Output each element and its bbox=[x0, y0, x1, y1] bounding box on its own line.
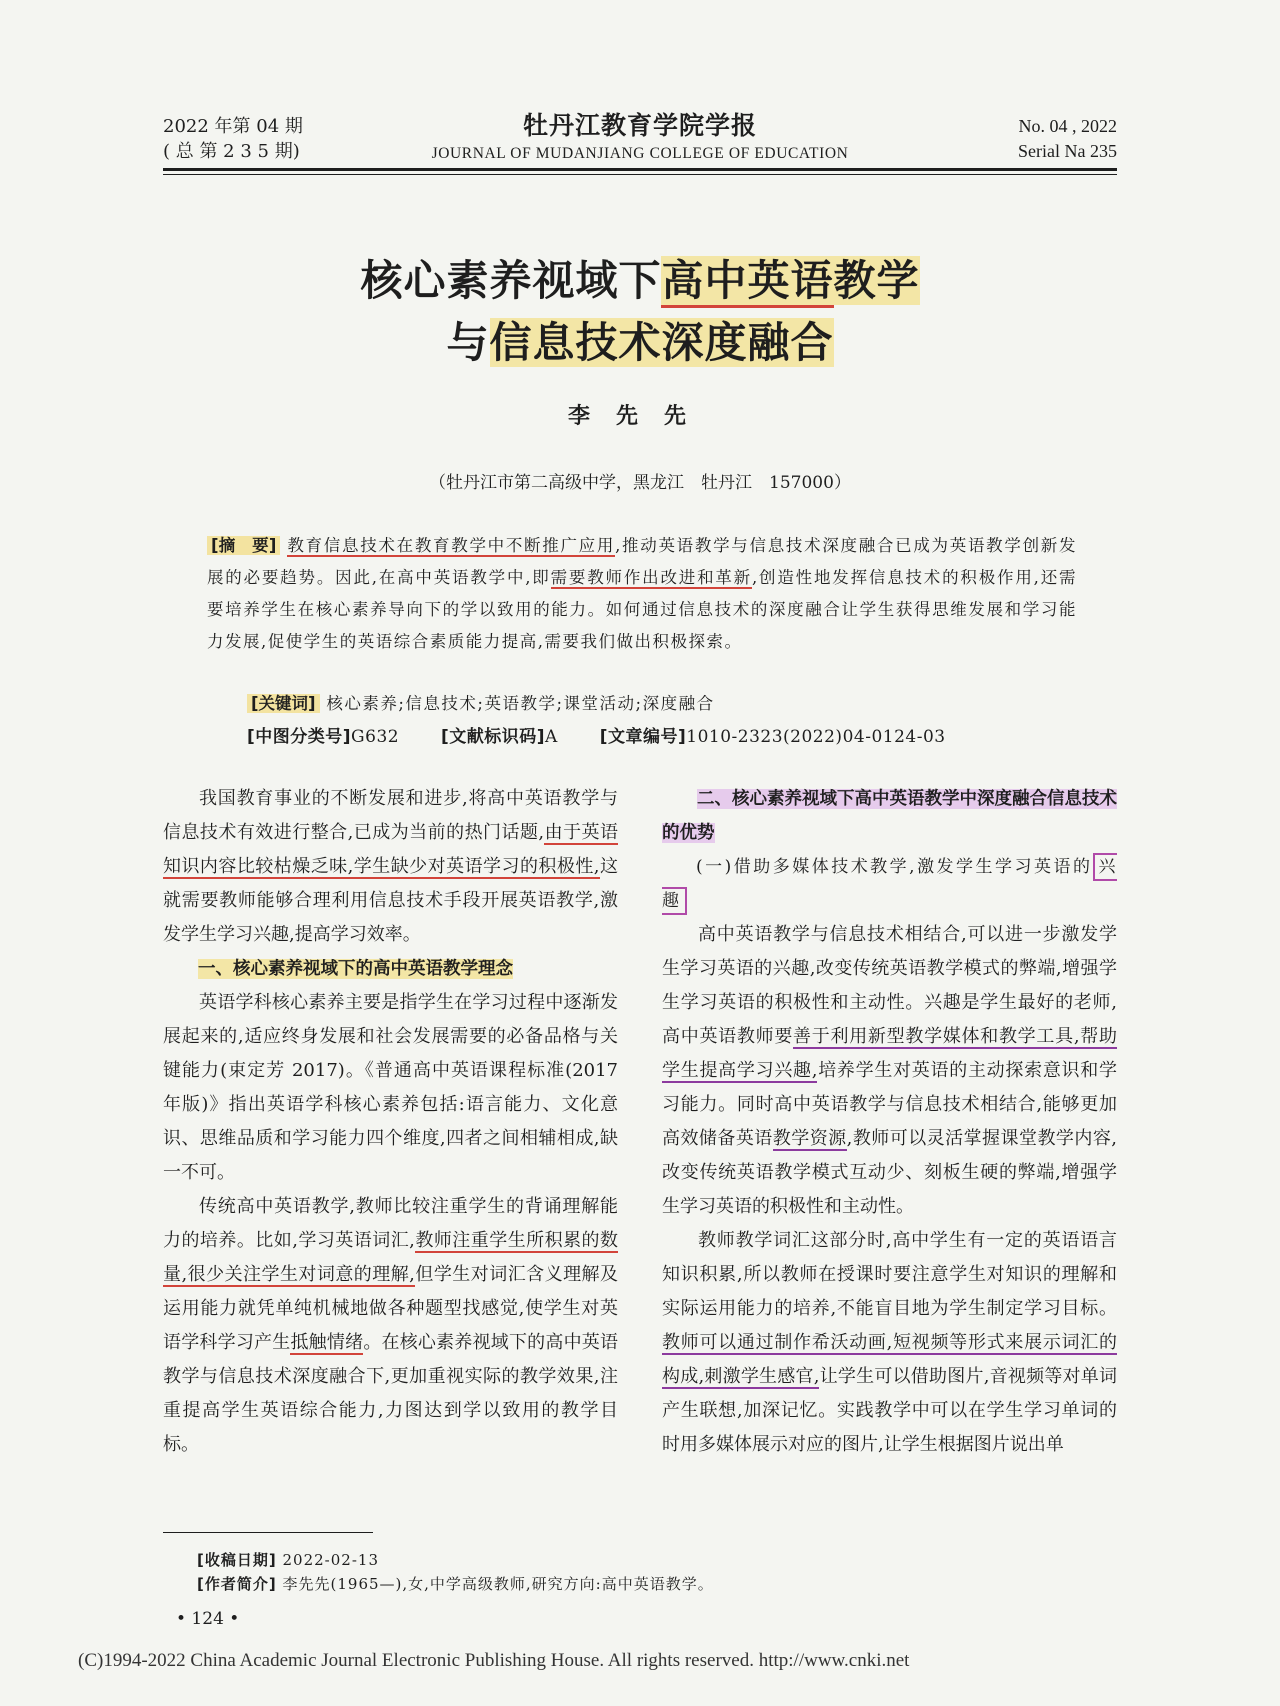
issue-number: 2022 年第 04 期 bbox=[163, 116, 303, 137]
underlined-text: 抵触情绪 bbox=[290, 1332, 364, 1353]
header-rule-thin bbox=[163, 174, 1117, 175]
footnote-rule bbox=[163, 1532, 373, 1533]
text: 。在核心素养视域下的高中英语教学与信息技术深度融合下,更加重视实际的教学效果,注重提高学生英语综合能力,力图达到学以致用的教学目标。 bbox=[163, 1332, 619, 1455]
paragraph bbox=[662, 918, 1117, 1224]
abstract bbox=[207, 530, 1077, 658]
received-date bbox=[197, 1549, 379, 1570]
abstract-underlined: 教育信息技术在教育教学中不断推广应用 bbox=[287, 536, 616, 555]
total-issue: ( 总 第 2 3 5 期) bbox=[163, 141, 300, 162]
right-column bbox=[662, 782, 1117, 1462]
clc-label: [中图分类号] bbox=[247, 727, 352, 747]
underlined-text: 教学资源 bbox=[772, 1128, 847, 1149]
text: 让学生可以借助图片,音视频等对单词产生联想,加深记忆。实践教学中可以在学生学习单词的时用多媒体展示对应的图片,让学生根据图片说出单 bbox=[662, 1366, 1117, 1455]
subsection-heading bbox=[662, 850, 1117, 918]
journal-name-en: JOURNAL OF MUDANJIANG COLLEGE OF EDUCATION bbox=[431, 145, 849, 162]
keywords bbox=[247, 690, 715, 714]
keywords-text: 核心素养;信息技术;英语教学;课堂活动;深度融合 bbox=[326, 694, 715, 713]
title-highlight: 信息技术深度融合 bbox=[489, 318, 834, 367]
paragraph bbox=[163, 782, 618, 952]
issue-info bbox=[163, 114, 303, 164]
paragraph: 英语学科核心素养主要是指学生在学习过程中逐渐发展起来的,适应终身发展和社会发展需要的必备品格与关键能力(束定芳 2017)。《普通高中英语课程标准(2017 年版)》指出英语学科核心素养包括:语言能力、文化意识、思维品质和学习能力四个维度,四者之间相辅相成,缺一不可。 bbox=[163, 992, 618, 1183]
text: 这就需要教师能够合理利用信息技术手段开展英语教学,激发学生学习兴趣,提高学习效率。 bbox=[163, 856, 618, 945]
text: (一)借助多媒体技术教学,激发学生学习英语的 bbox=[696, 857, 1093, 877]
section-heading-2 bbox=[662, 782, 1117, 850]
text: 但学生对词汇含义理解及运用能力就凭单纯机械地做各种题型找感觉,使学生对英语学科学习产生 bbox=[163, 1264, 619, 1353]
title-highlight: 高中英语 bbox=[661, 256, 833, 308]
clc-value: G632 bbox=[351, 727, 400, 747]
article-label: [文章编号] bbox=[599, 727, 687, 747]
issue-no: No. 04 , 2022 bbox=[1018, 116, 1117, 136]
underlined-text: 由于英语知识内容比较枯燥乏味,学生缺少对英语学习的积极性, bbox=[163, 822, 618, 877]
text: 培养学生对英语的主动探索意识和学习能力。同时高中英语教学与信息技术相结合,能够更加高效储备英语 bbox=[662, 1060, 1117, 1149]
author-name: 李先先 bbox=[567, 403, 712, 429]
author-bio bbox=[197, 1573, 714, 1594]
header-rule-thick bbox=[163, 168, 1117, 171]
author-bio-value: 李先先(1965—),女,中学高级教师,研究方向:高中英语教学。 bbox=[282, 1575, 714, 1593]
affiliation: （牡丹江市第二高级中学，黑龙江 牡丹江 157000） bbox=[429, 473, 851, 493]
doc-label: [文献标识码] bbox=[440, 727, 546, 747]
heading-text: 一、核心素养视域下的高中英语教学理念 bbox=[198, 959, 513, 979]
underlined-text: 善于利用新型教学媒体和教学工具,帮助学生提高学习兴趣, bbox=[662, 1026, 1117, 1081]
text: 我国教育事业的不断发展和进步,将高中英语教学与信息技术有效进行整合,已成为当前的热门话题, bbox=[163, 788, 618, 843]
section-heading-1 bbox=[163, 952, 618, 986]
received-label: [收稿日期] bbox=[197, 1551, 277, 1569]
boxed-text: 兴趣 bbox=[662, 853, 1117, 915]
author-bio-label: [作者简介] bbox=[197, 1575, 277, 1593]
classification bbox=[247, 722, 946, 747]
paper-title-line1 bbox=[163, 248, 1117, 308]
title-highlight: 教学 bbox=[833, 256, 920, 305]
abstract-text: ,创造性地发挥信息技术的积极作用,还需要培养学生在核心素养导向下的学以致用的能力。如何通过信息技术的深度融合让学生获得思维发展和学习能力发展,促使学生的英语综合素质能力提高,需要我们做出积极探索。 bbox=[207, 568, 1077, 651]
doc-value: A bbox=[545, 727, 558, 747]
abstract-underlined: 需要教师作出改进和革新 bbox=[550, 568, 752, 587]
paper-title-line2 bbox=[163, 310, 1117, 370]
journal-name bbox=[360, 106, 920, 163]
title-part: 核心素养视域下 bbox=[360, 256, 662, 305]
underlined-text: 教师注重学生所积累的数量,很少关注学生对词意的理解, bbox=[163, 1230, 619, 1285]
title-part: 与 bbox=[446, 318, 490, 367]
copyright-notice: (C)1994-2022 China Academic Journal Electronic Publishing House. All rights reserved. http://www.cnki.net bbox=[78, 1650, 910, 1671]
keywords-label: [关键词] bbox=[247, 694, 320, 713]
article-value: 1010-2323(2022)04-0124-03 bbox=[686, 727, 946, 747]
heading-text: 二、核心素养视域下高中英语教学中深度融合信息技术的优势 bbox=[662, 789, 1117, 843]
text: 教师教学词汇这部分时,高中学生有一定的英语语言知识积累,所以教师在授课时要注意学生对知识的理解和实际运用能力的培养,不能盲目地为学生制定学习目标。 bbox=[662, 1230, 1117, 1319]
abstract-text: ,推动英语教学与信息技术深度融合已成为英语教学创新发展的必要趋势。因此,在高中英语教学中,即 bbox=[207, 536, 1077, 587]
left-column bbox=[163, 782, 618, 1462]
text: ,教师可以灵活掌握课堂教学内容,改变传统英语教学模式互动少、刻板生硬的弊端,增强学生学习英语的积极性和主动性。 bbox=[662, 1128, 1118, 1217]
underlined-text: 教师可以通过制作希沃动画,短视频等形式来展示词汇的构成,刺激学生感官, bbox=[662, 1332, 1117, 1387]
paragraph bbox=[163, 1190, 618, 1462]
paragraph bbox=[662, 1224, 1117, 1462]
received-value: 2022-02-13 bbox=[282, 1551, 379, 1569]
text: 传统高中英语教学,教师比较注重学生的背诵理解能力的培养。比如,学习英语词汇, bbox=[163, 1196, 618, 1251]
page-number: • 124 • bbox=[176, 1609, 240, 1629]
text: 高中英语教学与信息技术相结合,可以进一步激发学生学习英语的兴趣,改变传统英语教学模式的弊端,增强学生学习英语的积极性和主动性。兴趣是学生最好的老师,高中英语教师要 bbox=[662, 924, 1117, 1047]
abstract-label: [摘 要] bbox=[207, 536, 280, 555]
serial-info bbox=[1018, 114, 1117, 164]
journal-name-cn: 牡丹江教育学院学报 bbox=[522, 111, 757, 140]
serial-no: Serial Na 235 bbox=[1018, 141, 1117, 161]
